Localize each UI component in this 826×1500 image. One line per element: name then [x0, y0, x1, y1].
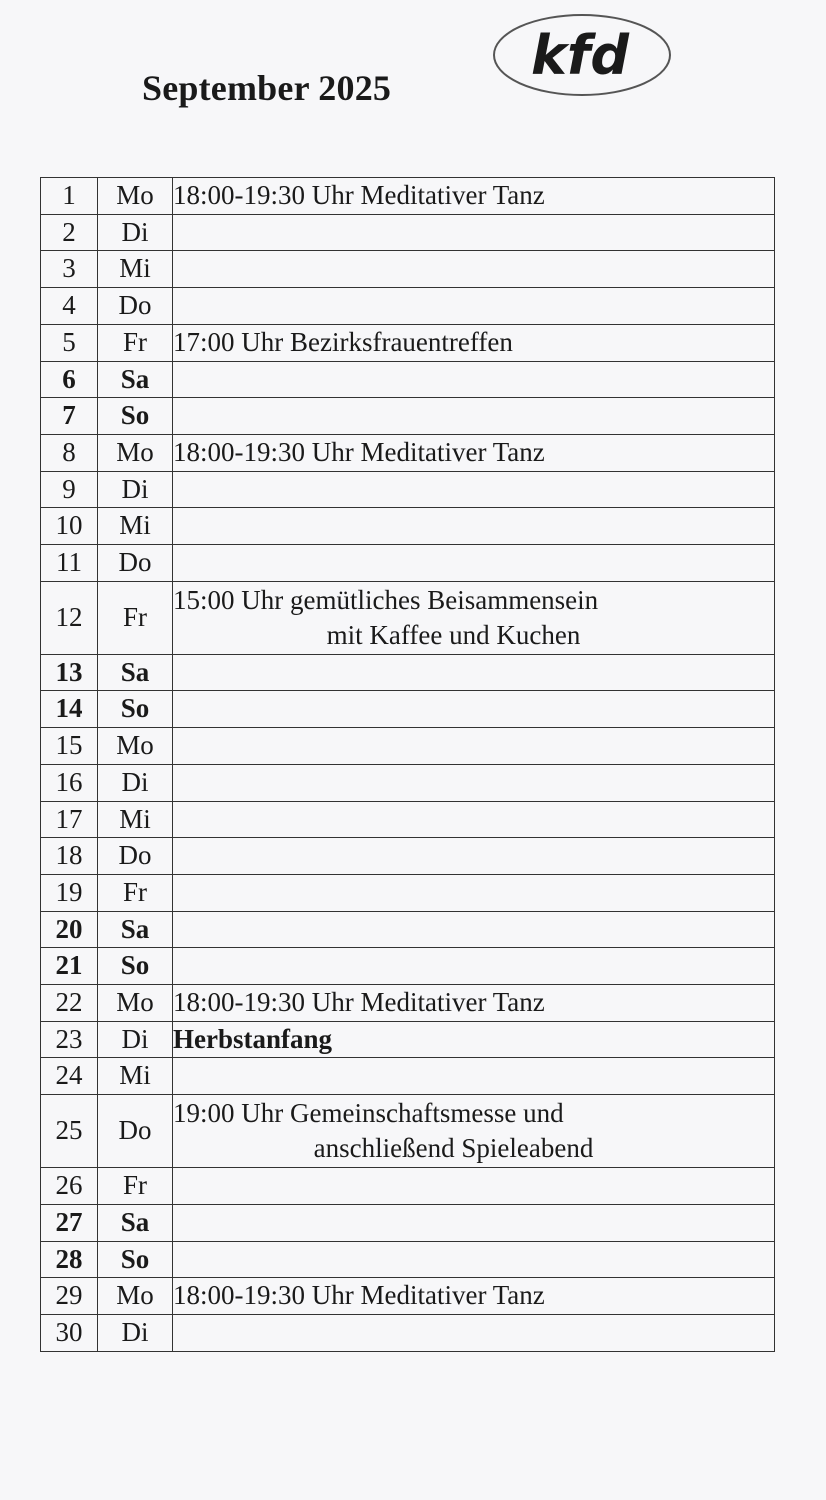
- event-cell: [173, 471, 775, 508]
- calendar-row: [41, 1241, 775, 1278]
- event-text: Herbstanfang: [173, 1023, 333, 1054]
- weekday: Fr: [98, 581, 173, 654]
- calendar-row: [41, 214, 775, 251]
- event-cell: [173, 1168, 775, 1205]
- day-number: 9: [41, 471, 98, 508]
- event-cell: [173, 398, 775, 435]
- event-text: 18:00-19:30 Uhr Meditativer Tanz: [173, 180, 545, 210]
- event-text: mit Kaffee und Kuchen: [326, 619, 581, 650]
- event-cell: [173, 545, 775, 582]
- event-cell: [173, 1021, 775, 1058]
- event-cell: [173, 1058, 775, 1095]
- weekday: Mo: [98, 1278, 173, 1315]
- day-number: 19: [41, 874, 98, 911]
- event-cell: [173, 911, 775, 948]
- day-number: 7: [41, 398, 98, 435]
- event-text: anschließend Spieleabend: [313, 1133, 594, 1164]
- event-cell: [173, 1095, 775, 1168]
- day-number: 24: [41, 1058, 98, 1095]
- calendar-row: [41, 1314, 775, 1351]
- weekday: Sa: [98, 654, 173, 691]
- event-cell: [173, 1241, 775, 1278]
- event-text: 15:00 Uhr gemütliches Beisammensein: [173, 584, 599, 615]
- day-number: 26: [41, 1168, 98, 1205]
- calendar-table: [40, 177, 775, 1352]
- weekday: Mi: [98, 508, 173, 545]
- weekday: Sa: [98, 361, 173, 398]
- day-number: 6: [41, 361, 98, 398]
- event-cell: [173, 434, 775, 471]
- event-cell: [173, 581, 775, 654]
- event-text: 18:00-19:30 Uhr Meditativer Tanz: [173, 436, 545, 467]
- calendar-row: [41, 545, 775, 582]
- event-cell: [173, 1204, 775, 1241]
- calendar-row: [41, 985, 775, 1022]
- day-number: 14: [41, 691, 98, 728]
- calendar-row: [41, 288, 775, 325]
- event-cell: [173, 801, 775, 838]
- day-number: 22: [41, 985, 98, 1022]
- calendar-row: [41, 178, 775, 215]
- calendar-row: [41, 1204, 775, 1241]
- weekday: Mo: [98, 728, 173, 765]
- day-number: 18: [41, 838, 98, 875]
- calendar-row: [41, 251, 775, 288]
- event-text: 19:00 Uhr Gemeinschaftsmesse und: [173, 1098, 564, 1129]
- calendar-row: [41, 691, 775, 728]
- event-cell: [173, 985, 775, 1022]
- calendar-row: [41, 948, 775, 985]
- weekday: Do: [98, 838, 173, 875]
- calendar-row: [41, 398, 775, 435]
- calendar-row: [41, 1278, 775, 1315]
- day-number: 17: [41, 801, 98, 838]
- event-text: 17:00 Uhr Bezirksfrauentreffen: [173, 326, 513, 357]
- event-cell: [173, 1314, 775, 1351]
- day-number: 4: [41, 288, 98, 325]
- event-cell: [173, 1278, 775, 1315]
- weekday: Di: [98, 1314, 173, 1351]
- weekday: Sa: [98, 911, 173, 948]
- weekday: Di: [98, 1021, 173, 1058]
- calendar-row: [41, 324, 775, 361]
- event-cell: [173, 251, 775, 288]
- day-number: 10: [41, 508, 98, 545]
- weekday: Do: [98, 288, 173, 325]
- weekday: Fr: [98, 1168, 173, 1205]
- calendar-row: [41, 654, 775, 691]
- day-number: 20: [41, 911, 98, 948]
- day-number: 30: [41, 1314, 98, 1351]
- day-number: 11: [41, 545, 98, 582]
- weekday: So: [98, 1241, 173, 1278]
- calendar-row: [41, 801, 775, 838]
- calendar-row: [41, 471, 775, 508]
- event-cell: [173, 288, 775, 325]
- calendar-row: [41, 361, 775, 398]
- day-number: 13: [41, 654, 98, 691]
- weekday: Di: [98, 471, 173, 508]
- calendar-row: [41, 508, 775, 545]
- day-number: 27: [41, 1204, 98, 1241]
- weekday: Fr: [98, 324, 173, 361]
- weekday: Mi: [98, 251, 173, 288]
- event-cell: [173, 178, 775, 215]
- day-number: 15: [41, 728, 98, 765]
- calendar-row: [41, 911, 775, 948]
- day-number: 5: [41, 324, 98, 361]
- event-cell: [173, 838, 775, 875]
- weekday: Do: [98, 545, 173, 582]
- calendar-row: [41, 1095, 775, 1168]
- event-text: 18:00-19:30 Uhr Meditativer Tanz: [173, 987, 545, 1018]
- weekday: So: [98, 398, 173, 435]
- page-title: September 2025: [142, 68, 392, 108]
- day-number: 12: [41, 581, 98, 654]
- calendar-row: [41, 838, 775, 875]
- weekday: Do: [98, 1095, 173, 1168]
- weekday: Di: [98, 764, 173, 801]
- weekday: Fr: [98, 874, 173, 911]
- day-number: 29: [41, 1278, 98, 1315]
- calendar-row: [41, 1021, 775, 1058]
- event-cell: [173, 764, 775, 801]
- calendar-row: [41, 764, 775, 801]
- day-number: 2: [41, 214, 98, 251]
- event-cell: [173, 508, 775, 545]
- event-cell: [173, 691, 775, 728]
- kfd-logo: [492, 14, 672, 96]
- event-cell: [173, 214, 775, 251]
- calendar-row: [41, 1168, 775, 1205]
- event-cell: [173, 728, 775, 765]
- weekday: Mo: [98, 434, 173, 471]
- day-number: 28: [41, 1241, 98, 1278]
- day-number: 1: [41, 178, 98, 215]
- day-number: 25: [41, 1095, 98, 1168]
- weekday: So: [98, 948, 173, 985]
- event-cell: [173, 948, 775, 985]
- weekday: Sa: [98, 1204, 173, 1241]
- calendar-row: [41, 434, 775, 471]
- weekday: So: [98, 691, 173, 728]
- event-cell: [173, 324, 775, 361]
- calendar-row: [41, 728, 775, 765]
- weekday: Mo: [98, 178, 173, 215]
- day-number: 16: [41, 764, 98, 801]
- weekday: Mi: [98, 801, 173, 838]
- event-text: 18:00-19:30 Uhr Meditativer Tanz: [173, 1280, 545, 1311]
- logo-text: kfd: [530, 24, 630, 87]
- weekday: Mi: [98, 1058, 173, 1095]
- calendar-row: [41, 581, 775, 654]
- event-cell: [173, 654, 775, 691]
- day-number: 21: [41, 948, 98, 985]
- day-number: 8: [41, 434, 98, 471]
- day-number: 3: [41, 251, 98, 288]
- event-cell: [173, 874, 775, 911]
- day-number: 23: [41, 1021, 98, 1058]
- weekday: Mo: [98, 985, 173, 1022]
- calendar-row: [41, 1058, 775, 1095]
- event-cell: [173, 361, 775, 398]
- kfd-logo-icon: [492, 14, 672, 96]
- weekday: Di: [98, 214, 173, 251]
- calendar-row: [41, 874, 775, 911]
